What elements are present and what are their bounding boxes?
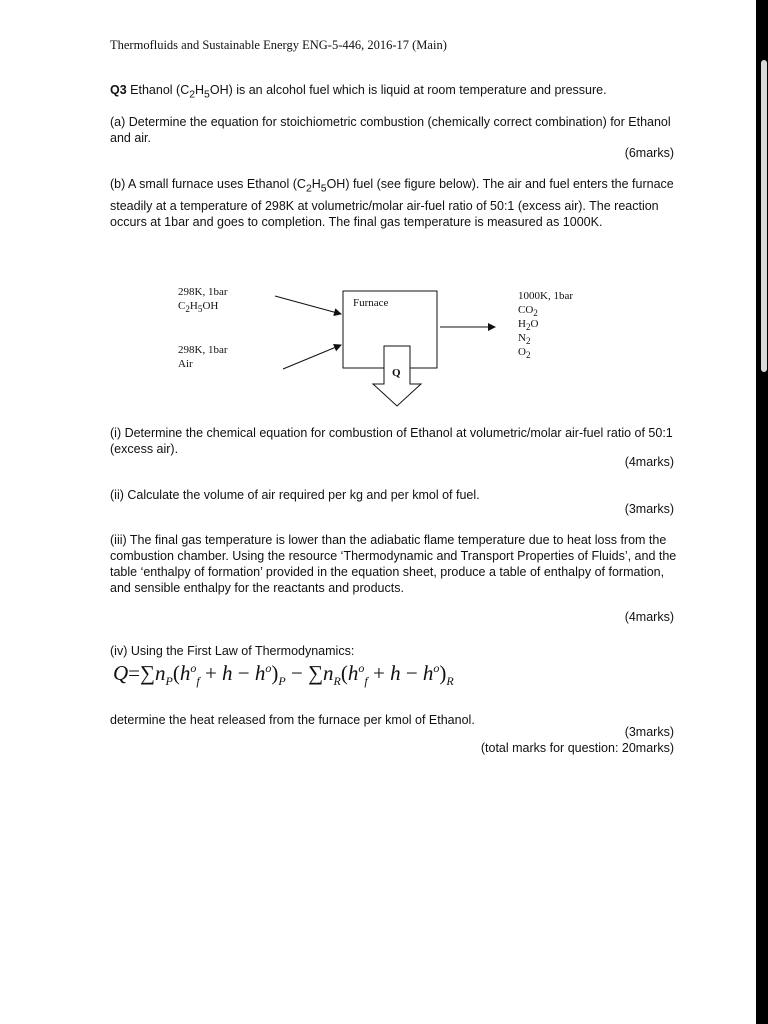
- heat-label: Q: [392, 367, 401, 379]
- furnace-label: Furnace: [353, 297, 389, 309]
- part-b-text: (b) A small furnace uses Ethanol $(C_2H_5OH)$ fuel (see figure below). The air and fuel enters the furnace steadily at a temperature of 298K at volumetric/molar air-fuel ratio of 50:1 (excess air). The reaction occurs at 1bar and goes to completion. The final gas temperature is measured as 1000K.: [110, 177, 674, 229]
- part-i-marks: (4marks): [624, 455, 674, 469]
- fuel-inlet-arrow: [275, 296, 341, 314]
- outlet-n2: $N_2$: [518, 332, 531, 347]
- diagram-lines: [0, 0, 756, 420]
- part-iv-determine: determine the heat released from the furnace per kmol of Ethanol.: [110, 713, 475, 727]
- air-name: Air: [178, 358, 193, 370]
- first-law-formula: $Q=\sum n_P(h^o_f + h - h^o)_P - \sum n_R(h^o_f + h - h^o)_R$: [113, 661, 454, 689]
- air-inlet-arrow: [283, 345, 341, 369]
- question-intro: Q3 Ethanol $(C_2H_5OH)$ is an alcohol fuel which is liquid at room temperature and pressure.: [110, 83, 607, 101]
- part-ii-text: (ii) Calculate the volume of air required per kg and per kmol of fuel.: [110, 488, 480, 502]
- outlet-co2: $CO_2$: [518, 304, 538, 319]
- part-iii-text: (iii) The final gas temperature is lower than the adiabatic flame temperature due to heat loss from the combustion chamber. Using the resource ‘Thermodynamic and Transport Properties of Fluids’, and the table ‘enthalpy of formation’ provided in the equation sheet, produce a table of enthalpy of formation, and sensible enthalpy for the reactants and products.: [110, 533, 677, 595]
- page-header: Thermofluids and Sustainable Energy ENG-5-446, 2016-17 (Main): [110, 38, 447, 52]
- outlet-h2o: $H_2O$: [518, 318, 539, 333]
- part-a-marks: (6marks): [624, 146, 674, 160]
- question-label: Q3: [110, 83, 127, 97]
- part-iv-text: (iv) Using the First Law of Thermodynamics:: [110, 644, 355, 658]
- fuel-conditions: 298K, 1bar: [178, 286, 228, 298]
- part-ii-marks: (3marks): [624, 502, 674, 516]
- part-i-text: (i) Determine the chemical equation for combustion of Ethanol at volumetric/molar air-fuel ratio of 50:1 (excess air).: [110, 426, 673, 456]
- part-a-text: (a) Determine the equation for stoichiometric combustion (chemically correct combination) for Ethanol and air.: [110, 115, 671, 145]
- scrollbar-thumb[interactable]: [761, 60, 767, 372]
- outlet-o2: $O_2$: [518, 346, 531, 361]
- part-iv-marks: (3marks): [624, 725, 674, 739]
- fuel-name: $C_2H_5OH$: [178, 300, 219, 315]
- part-iii-marks: (4marks): [624, 610, 674, 624]
- air-conditions: 298K, 1bar: [178, 344, 228, 356]
- total-marks: (total marks for question: 20marks): [480, 741, 674, 755]
- outlet-conditions: 1000K, 1bar: [518, 290, 573, 302]
